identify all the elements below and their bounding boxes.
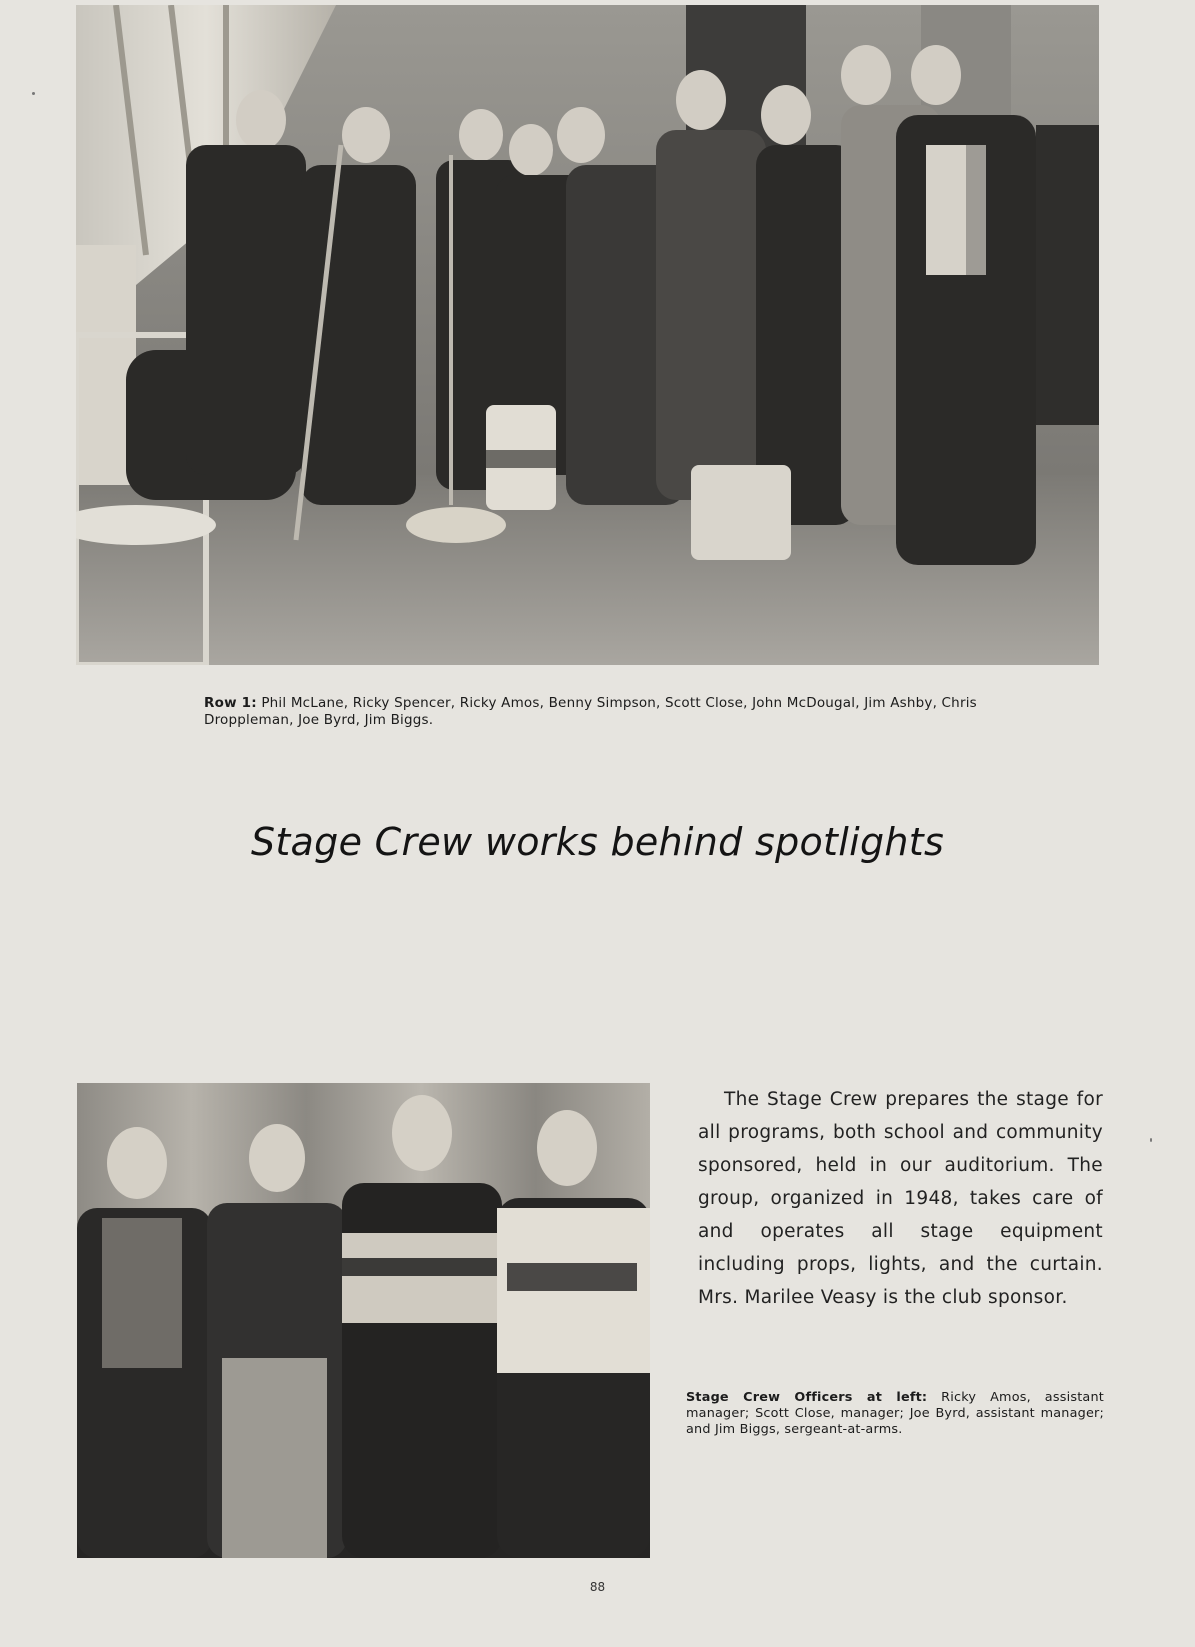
article-body: The Stage Crew prepares the stage for all programs, both school and community sponsored, held in our auditorium. The group, organized in 1948, takes care of and operates all stage equipment including props, lights, and the curtain. Mrs. Marilee Veasy is the club sponsor. <box>698 1089 1103 1308</box>
scan-speck <box>1150 1138 1152 1142</box>
page-number: 88 <box>589 1580 606 1594</box>
officers-caption-text: Ricky Amos, assistant manager; Scott Close, manager; Joe Byrd, assistant manager; and Jim Biggs, sergeant-at-arms. <box>686 1390 1104 1437</box>
caption-names: Phil McLane, Ricky Spencer, Ricky Amos, Benny Simpson, Scott Close, John McDougal, Jim Ashby, Chris Droppleman, Joe Byrd, Jim Biggs. <box>204 695 977 728</box>
caption-row-label: Row 1: <box>204 695 257 711</box>
officers-caption-label: Stage Crew Officers at left: <box>686 1390 928 1405</box>
scan-speck <box>32 92 35 95</box>
officers-photo <box>77 1083 650 1558</box>
group-photo-caption <box>204 695 1004 729</box>
page-title: Stage Crew works behind spotlights <box>250 820 945 864</box>
officers-photo-caption <box>686 1390 1104 1438</box>
group-photo <box>76 5 1099 665</box>
group-photo-illustration <box>76 5 1099 665</box>
officers-photo-illustration <box>77 1083 650 1558</box>
